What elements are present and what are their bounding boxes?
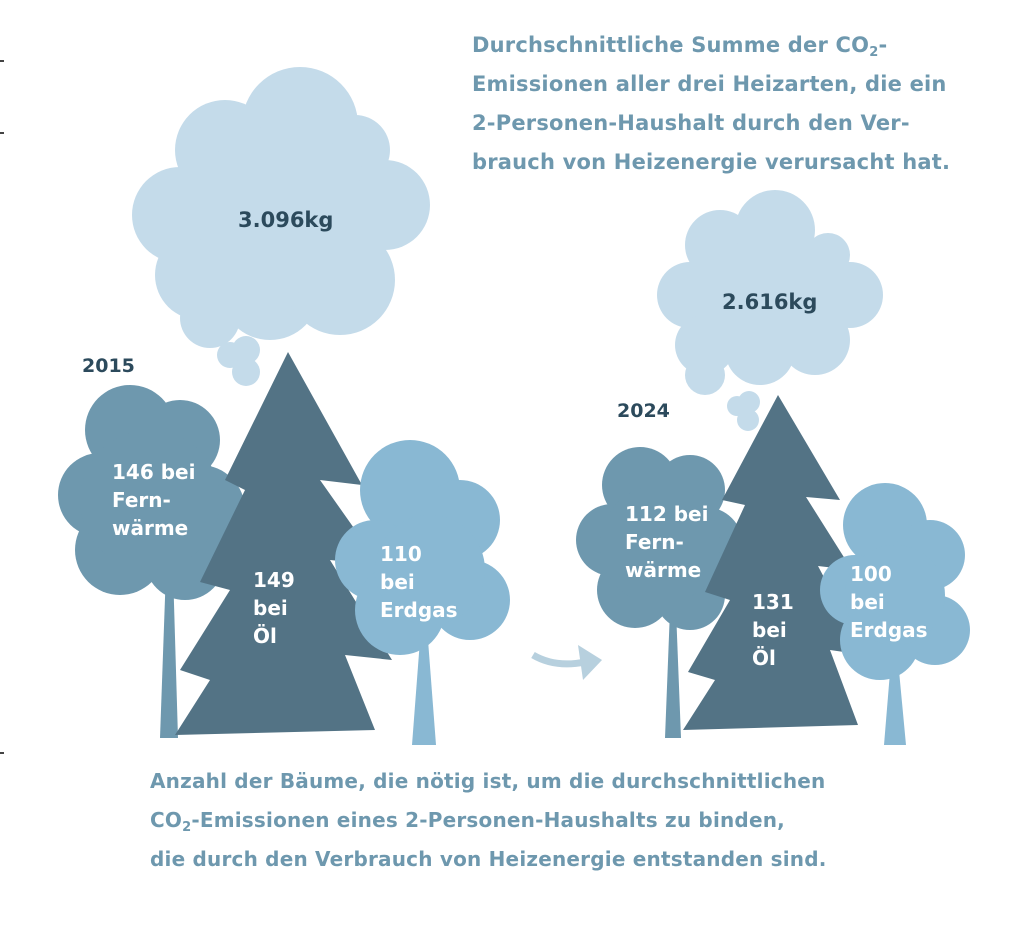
caption-text: 2-Personen-Haushalt durch den Ver- bbox=[472, 111, 910, 135]
chart-subtitle bbox=[150, 762, 910, 879]
subscript: 2 bbox=[869, 45, 879, 60]
tree-label-fernwaerme-2015 bbox=[112, 458, 195, 542]
caption-text: Anzahl der Bäume, die nötig ist, um die durchschnittlichen bbox=[150, 769, 826, 793]
label-line: 131 bbox=[752, 590, 794, 614]
label-line: Öl bbox=[752, 646, 776, 670]
tree-label-erdgas-2015 bbox=[380, 540, 458, 624]
label-line: wärme bbox=[625, 558, 702, 582]
arrow-right-icon bbox=[533, 645, 602, 680]
label-line: 146 bei bbox=[112, 460, 196, 484]
label-line: 149 bbox=[253, 568, 295, 592]
cloud-value-2024: 2.616kg bbox=[722, 290, 818, 314]
tree-label-fernwaerme-2024 bbox=[625, 500, 708, 584]
caption-text: Emissionen aller drei Heizarten, die ein bbox=[472, 72, 947, 96]
year-label-2015: 2015 bbox=[82, 355, 135, 377]
label-line: 100 bbox=[850, 562, 892, 586]
label-line: Fern- bbox=[625, 530, 684, 554]
label-line: Erdgas bbox=[380, 598, 458, 622]
label-line: bei bbox=[380, 570, 415, 594]
label-line: Erdgas bbox=[850, 618, 928, 642]
label-line: bei bbox=[752, 618, 787, 642]
tree-label-oel-2015 bbox=[253, 566, 295, 650]
caption-text: -Emissionen eines 2-Personen-Haushalts zu binden, bbox=[191, 808, 785, 832]
label-line: 110 bbox=[380, 542, 422, 566]
tree-label-oel-2024 bbox=[752, 588, 794, 672]
caption-text: CO bbox=[150, 808, 183, 832]
label-line: bei bbox=[253, 596, 288, 620]
smoke-puff-icon bbox=[727, 391, 760, 431]
caption-text: - bbox=[878, 33, 888, 57]
label-line: Öl bbox=[253, 624, 277, 648]
cloud-value-2015: 3.096kg bbox=[238, 208, 334, 232]
label-line: bei bbox=[850, 590, 885, 614]
label-line: Fern- bbox=[112, 488, 171, 512]
label-line: 112 bei bbox=[625, 502, 709, 526]
year-label-2024: 2024 bbox=[617, 400, 670, 422]
caption-text: Durchschnittliche Summe der CO bbox=[472, 33, 870, 57]
tree-label-erdgas-2024 bbox=[850, 560, 928, 644]
label-line: wärme bbox=[112, 516, 189, 540]
chart-title bbox=[472, 26, 992, 182]
caption-text: die durch den Verbrauch von Heizenergie entstanden sind. bbox=[150, 847, 827, 871]
subscript: 2 bbox=[182, 820, 192, 835]
caption-text: brauch von Heizenergie verursacht hat. bbox=[472, 150, 951, 174]
